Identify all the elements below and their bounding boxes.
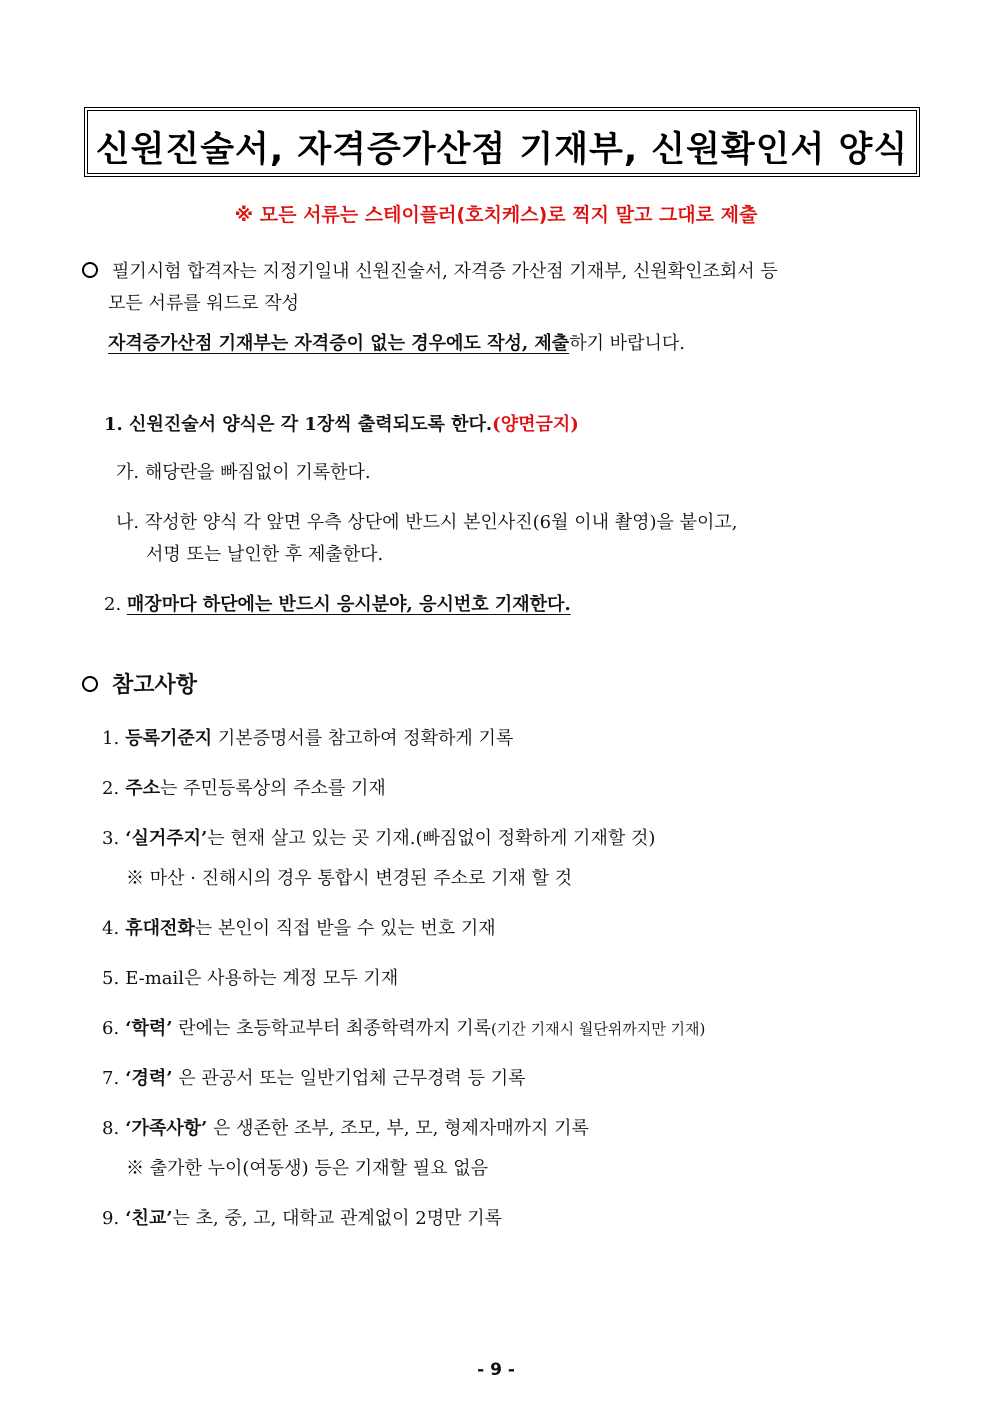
list-item-number: 8. bbox=[102, 1118, 120, 1139]
list-item-text: 는 초, 중, 고, 대학교 관계없이 2명만 기록 bbox=[172, 1208, 502, 1229]
page-number: - 9 - bbox=[477, 1360, 515, 1380]
list-item-text: 는 본인이 직접 받을 수 있는 번호 기재 bbox=[194, 918, 496, 939]
section1-item2-num: 2. bbox=[104, 594, 122, 615]
section1-na-line2: 서명 또는 날인한 후 제출한다. bbox=[146, 544, 384, 565]
intro-text-2: 모든 서류를 워드로 작성 bbox=[108, 293, 300, 314]
list-item-number: 5. bbox=[102, 968, 120, 989]
intro-text-1: 필기시험 합격자는 지정기일내 신원진술서, 자격증 가산점 기재부, 신원확인조회서 등 bbox=[112, 261, 778, 282]
intro-line-1 bbox=[82, 257, 778, 283]
list-item-keyword: 주소 bbox=[125, 778, 160, 799]
bullet-circle-icon bbox=[82, 262, 98, 278]
list-item-number: 2. bbox=[102, 778, 120, 799]
section1-item1-text: 1. 신원진술서 양식은 각 1장씩 출력되도록 한다. bbox=[104, 414, 493, 435]
list-item-text: 은 생존한 조부, 조모, 부, 모, 형제자매까지 기록 bbox=[207, 1118, 589, 1139]
list-item-number: 4. bbox=[102, 918, 120, 939]
reference-heading: 참고사항 bbox=[112, 672, 198, 698]
list-item-text: 란에는 초등학교부터 최종학력까지 기록 bbox=[172, 1018, 491, 1039]
intro-emphasis: 자격증가산점 기재부는 자격증이 없는 경우에도 작성, 제출 bbox=[108, 333, 570, 354]
document-title: 신원진술서, 자격증가산점 기재부, 신원확인서 양식 bbox=[95, 130, 909, 170]
section1-item2 bbox=[104, 590, 571, 616]
list-item-number: 9. bbox=[102, 1208, 120, 1229]
list-item-keyword: ‘가족사항’ bbox=[125, 1118, 208, 1139]
intro-line-3 bbox=[108, 329, 685, 355]
section1-ga: 가. 해당란을 빠짐없이 기록한다. bbox=[116, 462, 371, 483]
list-item bbox=[102, 824, 655, 850]
section1-na-line1: 나. 작성한 양식 각 앞면 우측 상단에 반드시 본인사진(6월 이내 촬영)을 붙이고, bbox=[116, 512, 738, 533]
list-item-number: 1. bbox=[102, 728, 120, 749]
intro-rest: 하기 바랍니다. bbox=[569, 333, 685, 354]
list-item-keyword: ‘친교’ bbox=[125, 1208, 173, 1229]
list-item-keyword: 휴대전화 bbox=[125, 918, 195, 939]
list-item-keyword: ‘학력’ bbox=[125, 1018, 173, 1039]
title-box bbox=[84, 107, 920, 177]
list-item-text: E-mail은 사용하는 계정 모두 기재 bbox=[125, 968, 399, 989]
section1-item1-red: (양면금지) bbox=[492, 414, 579, 435]
reference-note-8: ※ 출가한 누이(여동생) 등은 기재할 필요 없음 bbox=[126, 1158, 488, 1179]
list-item-text: 는 현재 살고 있는 곳 기재.(빠짐없이 정확하게 기재할 것) bbox=[207, 828, 656, 849]
list-item bbox=[102, 964, 398, 990]
reference-heading-row bbox=[82, 668, 197, 699]
list-item bbox=[102, 1064, 526, 1090]
list-item bbox=[102, 1204, 502, 1230]
list-item bbox=[102, 1114, 589, 1140]
notice-line: ※ 모든 서류는 스테이플러(호치케스)로 찍지 말고 그대로 제출 bbox=[234, 204, 758, 226]
section1-item1 bbox=[104, 410, 579, 436]
list-item bbox=[102, 724, 513, 750]
bullet-circle-icon bbox=[82, 676, 98, 692]
list-item bbox=[102, 774, 386, 800]
list-item-keyword: ‘실거주지’ bbox=[125, 828, 208, 849]
section1-item2-text: 매장마다 하단에는 반드시 응시분야, 응시번호 기재한다. bbox=[126, 594, 571, 615]
reference-note-3: ※ 마산 · 진해시의 경우 통합시 변경된 주소로 기재 할 것 bbox=[126, 868, 573, 889]
list-item-number: 3. bbox=[102, 828, 120, 849]
list-item bbox=[102, 914, 496, 940]
list-item bbox=[102, 1014, 705, 1040]
list-item-text: 은 관공서 또는 일반기업체 근무경력 등 기록 bbox=[172, 1068, 526, 1089]
list-item-number: 7. bbox=[102, 1068, 120, 1089]
list-item-keyword: 등록기준지 bbox=[125, 728, 213, 749]
list-item-number: 6. bbox=[102, 1018, 120, 1039]
list-item-text: 기본증명서를 참고하여 정확하게 기록 bbox=[212, 728, 514, 749]
list-item-note: (기간 기재시 월단위까지만 기재) bbox=[490, 1020, 706, 1038]
list-item-text: 는 주민등록상의 주소를 기재 bbox=[159, 778, 386, 799]
list-item-keyword: ‘경력’ bbox=[125, 1068, 173, 1089]
